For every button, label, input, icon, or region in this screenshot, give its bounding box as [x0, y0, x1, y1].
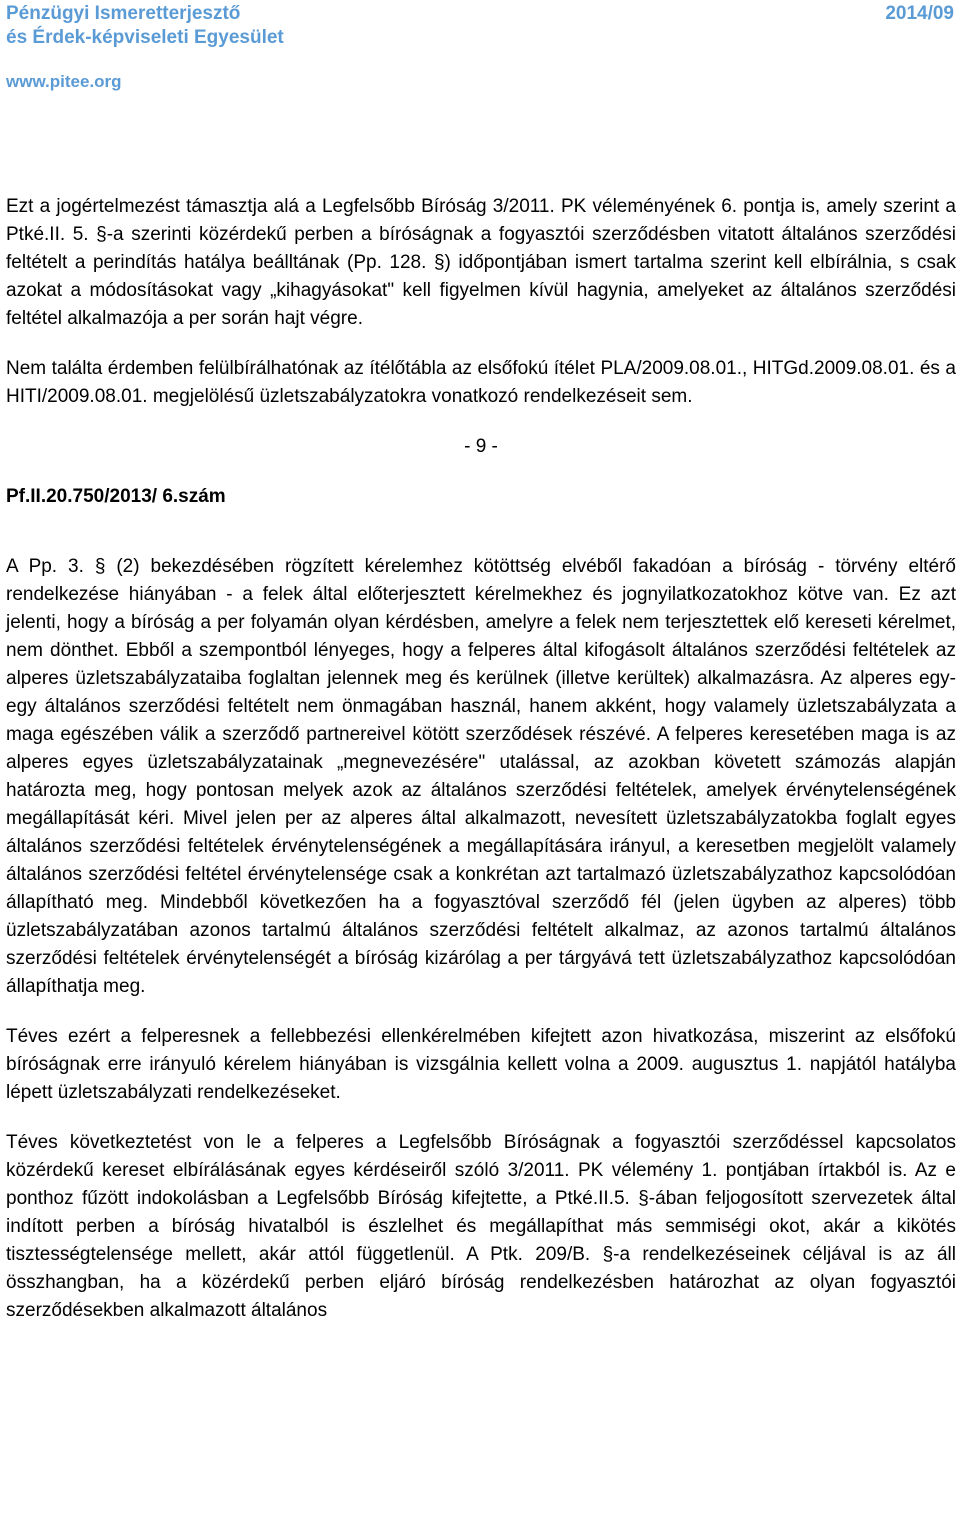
document-body — [6, 193, 956, 1347]
case-number: Pf.II.20.750/2013/ 6.szám — [6, 486, 226, 507]
page-break — [6, 433, 956, 553]
header-organization — [6, 2, 284, 50]
header-org-line2: és Érdek-képviseleti Egyesület — [6, 27, 284, 48]
paragraph: Téves ezért a felperesnek a fellebbezési ellenkérelmében kifejtett azon hivatkozása, miszerint az elsőfokú bíróságnak erre irányuló kérelem hiányában is vizsgálnia kellett volna a 2009. augusztus 1. napjától hatályba lépett üzletszabályzati rendelkezéseket. — [6, 1026, 956, 1103]
header-date: 2014/09 — [885, 3, 954, 24]
page-number: - 9 - — [464, 436, 498, 457]
paragraph: Ezt a jogértelmezést támasztja alá a Legfelsőbb Bíróság 3/2011. PK véleményének 6. pontja is, amely szerint a Ptké.II. 5. §-a szerinti közérdekű perben a bíróságnak a fogyasztói szerződésben vitatott általános szerződési feltételt a perindítás hatálya beálltának (Pp. 128. §) időpontjában ismert tartalma szerint kell elbírálnia, s csak azokat a módosításokat vagy „kihagyásokat" kell figyelmen kívül hagynia, amelyeket az általános szerződési feltétel alkalmazója a per során hajt végre. — [6, 196, 956, 329]
header-url[interactable]: www.pitee.org — [6, 72, 122, 91]
paragraph: A Pp. 3. § (2) bekezdésében rögzített kérelemhez kötöttség elvéből fakadóan a bíróság - törvény eltérő rendelkezése hiányában - a felek által előterjesztett kérelmekhez és jognyilatkozatokhoz kötve van. Ez azt jelenti, hogy a bíróság a per folyamán olyan kérdésben, amelyre a felek nem terjesztettek elő kereseti kérelmet, nem dönthet. Ebből a szempontból lényeges, hogy a felperes által kifogásolt általános szerződési feltételek az alperes üzletszabályzataiba foglaltan jelennek meg és kerülnek (illetve kerültek) alkalmazásra. Az alperes egy-egy általános szerződési feltételt nem önmagában használ, hanem akként, hogy valamely üzletszabályzata a maga egészében válik a szerződő partnereivel kötött szerződések részévé. A felperes keresetében maga is az alperes egyes üzletszabályzatainak „megnevezésére" utalással, az azokban követett számozás alapján határozta meg, hogy pontosan melyek azok az általános szerződési feltételek, amelyek érvénytelenségének megállapítását kéri. Mivel jelen per az alperes által alkalmazott, nevesített üzletszabályzatokba foglalt egyes általános szerződési feltételek érvénytelenségének a megállapítására irányul, a keresetben megjelölt valamely általános szerződési feltétel érvénytelensége csak a konkrétan azt tartalmazó üzletszabályzathoz kapcsolódóan állapítható meg. Mindebből következően ha a fogyasztóval szerződő fél (jelen ügyben az alperes) több üzletszabályzatában azonos tartalmú általános szerződési feltételt alkalmaz, az azonos tartalmú általános szerződési feltételek érvénytelenségét a bíróság kizárólag a per tárgyává tett üzletszabályzathoz kapcsolódóan állapíthatja meg. — [6, 556, 956, 997]
paragraph: Téves következtetést von le a felperes a Legfelsőbb Bíróságnak a fogyasztói szerződéssel kapcsolatos közérdekű kereset elbírálásának egyes kérdéseiről szóló 3/2011. PK vélemény 1. pontjában írtakból is. Az e ponthoz fűzött indokolásban a Legfelsőbb Bíróság kifejtette, a Ptké.II.5. §-ában feljogosított szervezetek által indított perben a bíróság hivatalból is észlelhet és megállapíthat más semmiségi okot, akár a kikötés tisztességtelensége mellett, akár attól függetlenül. A Ptk. 209/B. §-a rendelkezéseinek céljával is az áll összhangban, ha a közérdekű perben eljáró bíróság rendelkezésben határozhat az olyan fogyasztói szerződésekben alkalmazott általános — [6, 1132, 956, 1321]
page-header — [0, 0, 960, 96]
paragraph: Nem találta érdemben felülbírálhatónak az ítélőtábla az elsőfokú ítélet PLA/2009.08.01., HITGd.2009.08.01. és a HITI/2009.08.01. megjelölésű üzletszabályzatokra vonatkozó rendelkezéseit sem. — [6, 358, 956, 407]
header-org-line1: Pénzügyi Ismeretterjesztő — [6, 3, 241, 24]
